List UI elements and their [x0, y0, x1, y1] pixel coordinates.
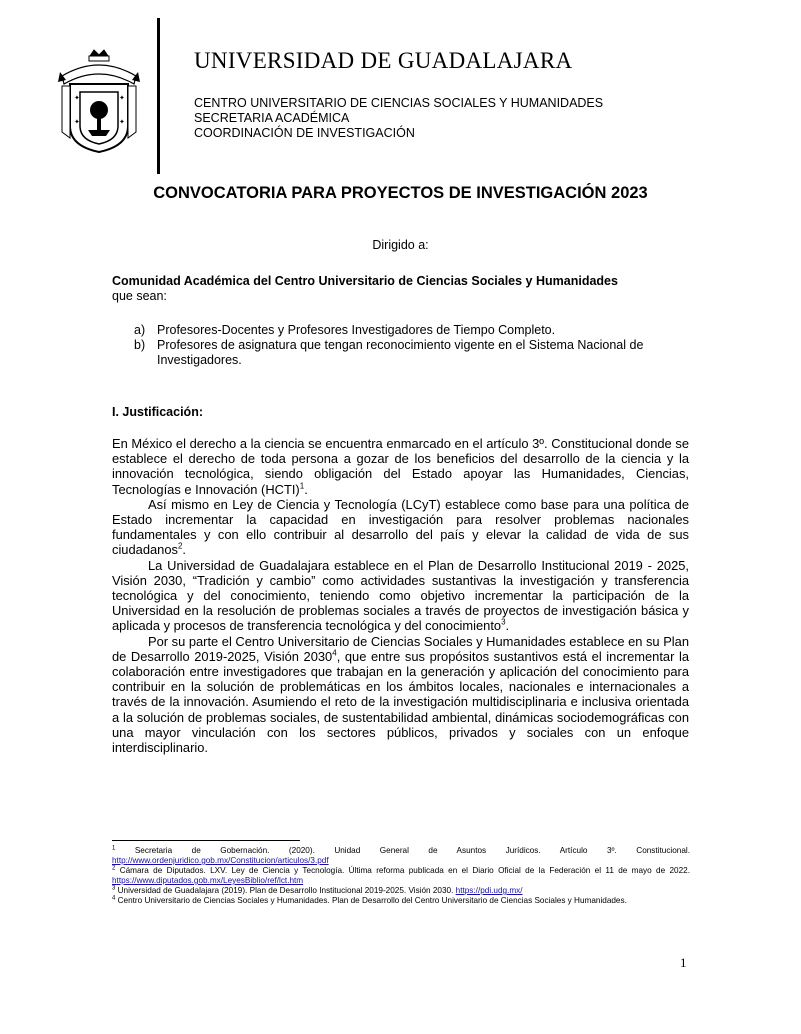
paragraph: La Universidad de Guadalajara establece en el Plan de Desarrollo Institucional 2019 - 2025, Visión 2030, “Tradición y cambio” como actividades sustantivas la investigación y transferencia tecnológica y del conocimiento, teniendo como objetivo incrementar la participación de la Universidad en la resolución de problemas sociales a través de proyectos de investigación básica y aplicada y procesos de transferencia tecnológica y del conocimiento$^3$. — [112, 557, 689, 634]
list-item-text: Profesores-Docentes y Profesores Investigadores de Tiempo Completo. — [157, 323, 556, 337]
svg-text:✦: ✦ — [74, 118, 80, 126]
footnote-separator — [112, 840, 300, 841]
svg-text:✦: ✦ — [119, 118, 125, 126]
footnote-ref[interactable]: 2 — [177, 542, 183, 552]
svg-text:✦: ✦ — [74, 94, 80, 102]
footnotes — [112, 846, 690, 906]
page-number: 1 — [680, 955, 687, 970]
list-item — [134, 338, 694, 368]
audience-statement — [112, 274, 692, 304]
paragraph: Por su parte el Centro Universitario de Ciencias Sociales y Humanidades establece en su Plan de Desarrollo 2019-2025, Visión 2030$^4$, que entre sus propósitos sustantivos está el incrementar la colaboración entre investigadores que trabajan en la generación y aplicación del conocimiento para contribuir en la solución de problemáticas en los ámbitos locales, nacionales e internacionales a través de la innovación. Asumiendo el reto de la investigación multidisciplinaria e inclusiva orientada a la solución de problemas sociales, de sustentabilidad ambiental, dinámicas sociodemográficas con una mayor vinculación con los sectores públicos, privados y sociales con un enfoque interdisciplinario. — [112, 633, 689, 756]
footnote-ref[interactable]: 3 — [501, 618, 506, 628]
dept-line: CENTRO UNIVERSITARIO DE CIENCIAS SOCIALES Y HUMANIDADES — [194, 96, 604, 110]
section-heading: I. Justificación: — [112, 405, 203, 419]
addressed-to-label: Dirigido a: — [372, 238, 429, 252]
paragraph: Así mismo en Ley de Ciencia y Tecnología (LCyT) establece como base para una política de Estado incrementar la capacidad en investigación para resolver problemas nacionales fundamentales y con ello contribuir al desarrollo del país y elevar la calidad de vida de sus ciudadanos$^2$. — [112, 496, 689, 558]
audience-rest: que sean: — [112, 289, 167, 303]
dept-line: SECRETARIA ACADÉMICA — [194, 111, 350, 125]
svg-text:✦: ✦ — [119, 94, 125, 102]
paragraph: En México el derecho a la ciencia se encuentra enmarcado en el artículo 3º. Constitucional donde se establece el derecho de toda persona a gozar de los beneficios del desarrollo de la ciencia y la innovación tecnológica, siendo obligación del Estado apoyar las Humanidades, Ciencias, Tecnologías e Innovación (HCTI)$^1$. — [112, 436, 689, 497]
letterhead — [56, 18, 756, 178]
header-divider — [157, 18, 160, 174]
eligibility-list — [134, 323, 694, 368]
footnote-link[interactable]: http://www.ordenjuridico.gob.mx/Constitucion/articulos/3.pdf — [112, 856, 329, 865]
department-lines — [194, 96, 603, 141]
footnote-ref[interactable]: 4 — [332, 648, 337, 658]
document-title: CONVOCATORIA PARA PROYECTOS DE INVESTIGACIÓN 2023 — [153, 184, 648, 202]
list-marker: a) — [134, 323, 146, 337]
audience-bold: Comunidad Académica del Centro Universitario de Ciencias Sociales y Humanidades — [112, 274, 618, 288]
university-name: UNIVERSIDAD DE GUADALAJARA — [194, 48, 573, 73]
footnote: $^1$ Secretaria de Gobernación. (2020). Unidad General de Asuntos Jurídicos. Artículo 3º. Constitucional. http://www.ordenjuridico.gob.mx/Constitucion/articulos/3.pdf — [112, 845, 690, 865]
footnote-ref[interactable]: 1 — [299, 481, 305, 491]
footnote: $^4$ Centro Universitario de Ciencias Sociales y Humanidades. Plan de Desarrollo del Centro Universitario de Ciencias Sociales y Humanidades. — [112, 895, 627, 905]
footnote: $^3$ Universidad de Guadalajara (2019). Plan de Desarrollo Institucional 2019-2025. Visión 2030. https://pdi.udg.mx/ — [112, 885, 523, 895]
list-item-text: Profesores de asignatura que tengan reconocimiento vigente en el Sistema Nacional de Investigadores. — [157, 338, 644, 367]
justification-body — [112, 436, 689, 755]
footnote-link[interactable]: https://www.diputados.gob.mx/LeyesBiblio/ref/lct.htm — [112, 876, 304, 885]
list-item — [134, 323, 694, 338]
footnote-link[interactable]: https://pdi.udg.mx/ — [455, 886, 523, 895]
university-crest-logo — [56, 46, 142, 154]
dept-line: COORDINACIÓN DE INVESTIGACIÓN — [194, 126, 415, 140]
list-marker: b) — [134, 338, 146, 352]
footnote: $^2$ Cámara de Diputados. LXV. Ley de Ciencia y Tecnología. Última reforma publicada en el Diario Oficial de la Federación el 11 de mayo de 2022. https://www.diputados.gob.mx/LeyesBiblio/ref/lct.htm — [112, 865, 690, 885]
